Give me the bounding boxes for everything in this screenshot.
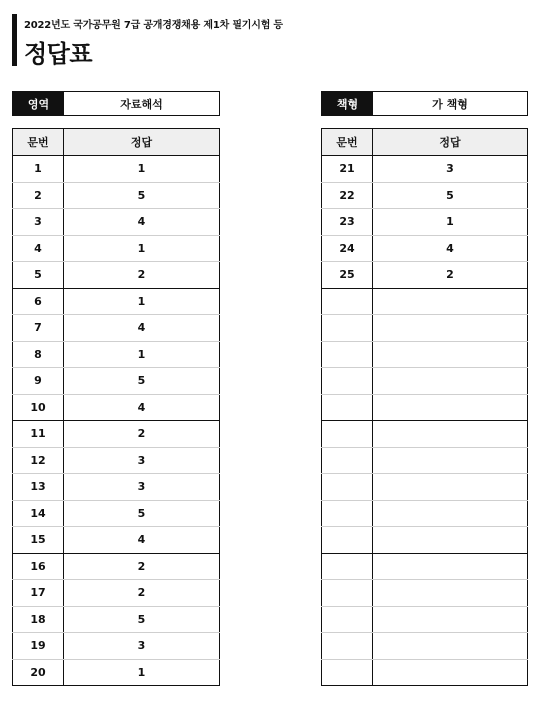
- question-number: 25: [322, 262, 373, 289]
- answer-value: [373, 474, 528, 501]
- answer-value: [373, 421, 528, 448]
- answer-value: 2: [64, 262, 220, 289]
- question-number: [322, 368, 373, 395]
- answer-value: 3: [64, 633, 220, 660]
- answer-value: [373, 394, 528, 421]
- table-row: [13, 235, 220, 262]
- table-row: [322, 447, 528, 474]
- answer-value: [373, 341, 528, 368]
- question-number: 2: [13, 182, 64, 209]
- table-row: [322, 659, 528, 686]
- answer-value: 3: [64, 474, 220, 501]
- answer-value: 5: [373, 182, 528, 209]
- column-header-number: 문번: [13, 129, 64, 156]
- table-row: [322, 527, 528, 554]
- column-header-answer: 정답: [64, 129, 220, 156]
- question-number: 19: [13, 633, 64, 660]
- answer-value: 5: [64, 500, 220, 527]
- table-row: [13, 659, 220, 686]
- table-row: [13, 421, 220, 448]
- answer-value: [373, 553, 528, 580]
- answer-value: 5: [64, 606, 220, 633]
- answer-value: [373, 659, 528, 686]
- question-number: [322, 447, 373, 474]
- answer-value: 1: [64, 235, 220, 262]
- table-row: [13, 447, 220, 474]
- answer-value: [373, 500, 528, 527]
- answer-value: [373, 368, 528, 395]
- table-row: [322, 341, 528, 368]
- answer-value: [373, 527, 528, 554]
- answer-value: 4: [64, 527, 220, 554]
- question-number: 1: [13, 156, 64, 183]
- question-number: [322, 606, 373, 633]
- question-number: [322, 421, 373, 448]
- page-title: 정답표: [24, 40, 93, 68]
- answer-value: 2: [64, 553, 220, 580]
- table-row: [13, 580, 220, 607]
- table-row: [13, 500, 220, 527]
- answer-value: 4: [373, 235, 528, 262]
- answer-value: 1: [64, 341, 220, 368]
- table-row: [322, 235, 528, 262]
- table-row: [13, 553, 220, 580]
- answer-value: 2: [64, 421, 220, 448]
- answer-value: 2: [64, 580, 220, 607]
- answer-value: 1: [64, 659, 220, 686]
- answer-value: 4: [64, 394, 220, 421]
- table-row: [322, 606, 528, 633]
- answer-value: [373, 288, 528, 315]
- question-number: [322, 580, 373, 607]
- question-number: [322, 500, 373, 527]
- question-number: 6: [13, 288, 64, 315]
- question-number: [322, 394, 373, 421]
- question-number: 15: [13, 527, 64, 554]
- answer-value: [373, 633, 528, 660]
- answer-value: [373, 447, 528, 474]
- question-number: 5: [13, 262, 64, 289]
- question-number: [322, 633, 373, 660]
- answer-value: 3: [64, 447, 220, 474]
- answer-value: 5: [64, 368, 220, 395]
- table-row: [13, 262, 220, 289]
- table-row: [322, 368, 528, 395]
- question-number: 3: [13, 209, 64, 236]
- question-number: 7: [13, 315, 64, 342]
- title-accent-bar: [12, 14, 17, 66]
- question-number: 14: [13, 500, 64, 527]
- question-number: 11: [13, 421, 64, 448]
- table-row: [13, 156, 220, 183]
- question-number: [322, 288, 373, 315]
- booklet-value: 가 책형: [432, 97, 468, 111]
- exam-subtitle: 2022년도 국가공무원 7급 공개경쟁채용 제1차 필기시험 등: [24, 20, 283, 31]
- table-row: [322, 474, 528, 501]
- subject-label: 영역: [13, 92, 64, 115]
- answer-value: 1: [373, 209, 528, 236]
- table-row: [322, 156, 528, 183]
- table-row: [322, 500, 528, 527]
- table-row: [13, 633, 220, 660]
- question-number: 17: [13, 580, 64, 607]
- answer-value: 4: [64, 209, 220, 236]
- table-row: [13, 341, 220, 368]
- question-number: 24: [322, 235, 373, 262]
- table-row: [322, 394, 528, 421]
- subject-box: [12, 91, 220, 116]
- table-row: [13, 606, 220, 633]
- answer-value: 4: [64, 315, 220, 342]
- question-number: 13: [13, 474, 64, 501]
- question-number: [322, 553, 373, 580]
- subject-value: 자료해석: [120, 97, 163, 111]
- question-number: 18: [13, 606, 64, 633]
- question-number: 10: [13, 394, 64, 421]
- table-row: [322, 288, 528, 315]
- question-number: 12: [13, 447, 64, 474]
- booklet-box: [321, 91, 528, 116]
- answer-value: 2: [373, 262, 528, 289]
- table-row: [322, 182, 528, 209]
- table-row: [322, 421, 528, 448]
- answer-value: [373, 315, 528, 342]
- table-row: [13, 288, 220, 315]
- question-number: 16: [13, 553, 64, 580]
- booklet-label: 책형: [322, 92, 373, 115]
- table-row: [13, 182, 220, 209]
- table-row: [322, 580, 528, 607]
- question-number: 20: [13, 659, 64, 686]
- answer-value: 1: [64, 156, 220, 183]
- table-header-row: [322, 129, 528, 156]
- question-number: 21: [322, 156, 373, 183]
- answer-table-left: [12, 128, 220, 686]
- table-row: [322, 633, 528, 660]
- answer-table-right: [321, 128, 528, 686]
- table-row: [322, 315, 528, 342]
- table-row: [13, 394, 220, 421]
- question-number: 8: [13, 341, 64, 368]
- question-number: 4: [13, 235, 64, 262]
- column-header-number: 문번: [322, 129, 373, 156]
- table-header-row: [13, 129, 220, 156]
- question-number: [322, 527, 373, 554]
- table-row: [322, 209, 528, 236]
- table-row: [13, 315, 220, 342]
- answer-value: [373, 580, 528, 607]
- question-number: [322, 315, 373, 342]
- answer-value: 3: [373, 156, 528, 183]
- question-number: 9: [13, 368, 64, 395]
- question-number: [322, 474, 373, 501]
- question-number: [322, 659, 373, 686]
- answer-value: 5: [64, 182, 220, 209]
- table-row: [322, 262, 528, 289]
- answer-value: 1: [64, 288, 220, 315]
- question-number: 23: [322, 209, 373, 236]
- table-row: [322, 553, 528, 580]
- question-number: 22: [322, 182, 373, 209]
- answer-value: [373, 606, 528, 633]
- table-row: [13, 368, 220, 395]
- table-row: [13, 209, 220, 236]
- question-number: [322, 341, 373, 368]
- table-row: [13, 474, 220, 501]
- column-header-answer: 정답: [373, 129, 528, 156]
- table-row: [13, 527, 220, 554]
